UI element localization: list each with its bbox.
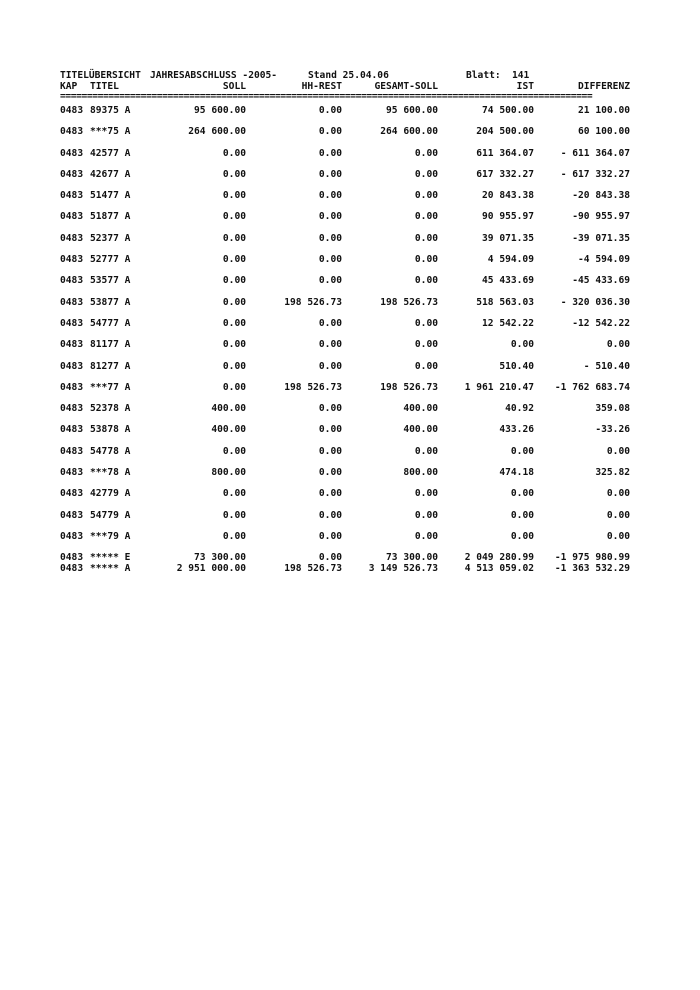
cell-kap: 0483 [60, 339, 84, 351]
cell-gesamt-soll: 0.00 [414, 254, 438, 266]
table-row [60, 105, 632, 126]
cell-differenz: -1 363 532.29 [554, 563, 630, 575]
cell-gesamt-soll: 198 526.73 [380, 381, 438, 393]
cell-soll: 0.00 [222, 275, 246, 287]
cell-ist: 0.00 [510, 339, 534, 351]
cell-soll: 2 951 000.00 [176, 563, 246, 575]
cell-ist: 12 542.22 [482, 317, 534, 329]
totals-row [60, 563, 632, 574]
cell-hh-rest: 0.00 [318, 403, 342, 415]
header-rule: =================================================================================================== [60, 92, 593, 102]
cell-differenz: 21 100.00 [578, 105, 630, 116]
cell-differenz: 359.08 [595, 403, 630, 415]
cell-kap: 0483 [60, 509, 84, 521]
cell-kap: 0483 [60, 190, 84, 202]
col-header-soll: SOLL [222, 81, 246, 92]
cell-gesamt-soll: 0.00 [414, 190, 438, 202]
table-row [60, 488, 632, 509]
cell-hh-rest: 0.00 [318, 467, 342, 479]
sheet-number: 141 [512, 70, 530, 81]
cell-soll: 0.00 [222, 445, 246, 457]
cell-soll: 264 600.00 [188, 126, 246, 138]
cell-titel: 52377 A [90, 232, 131, 244]
cell-hh-rest: 198 526.73 [284, 563, 342, 575]
cell-gesamt-soll: 400.00 [403, 424, 438, 436]
cell-titel: 52378 A [90, 403, 131, 415]
table-row [60, 403, 632, 424]
cell-hh-rest: 0.00 [318, 211, 342, 223]
table-row [60, 382, 632, 403]
cell-soll: 0.00 [222, 190, 246, 202]
cell-soll: 0.00 [222, 168, 246, 180]
cell-differenz: -1 762 683.74 [554, 381, 630, 393]
cell-kap: 0483 [60, 445, 84, 457]
cell-kap: 0483 [60, 563, 84, 575]
cell-ist: 0.00 [510, 530, 534, 542]
cell-differenz: - 611 364.07 [560, 147, 630, 159]
cell-kap: 0483 [60, 168, 84, 180]
cell-gesamt-soll: 0.00 [414, 211, 438, 223]
table-row [60, 254, 632, 275]
cell-ist: 510.40 [499, 360, 534, 372]
table-row [60, 510, 632, 531]
cell-ist: 90 955.97 [482, 211, 534, 223]
cell-titel: ***78 A [90, 467, 131, 479]
cell-differenz: 0.00 [606, 509, 630, 521]
cell-hh-rest: 0.00 [318, 254, 342, 266]
sheet-label: Blatt: [466, 70, 501, 81]
cell-hh-rest: 0.00 [318, 424, 342, 436]
cell-differenz: -12 542.22 [572, 317, 630, 329]
cell-hh-rest: 0.00 [318, 488, 342, 500]
cell-soll: 0.00 [222, 211, 246, 223]
cell-soll: 800.00 [211, 467, 246, 479]
cell-soll: 95 600.00 [194, 105, 246, 116]
cell-gesamt-soll: 73 300.00 [386, 552, 438, 564]
cell-soll: 400.00 [211, 403, 246, 415]
cell-gesamt-soll: 0.00 [414, 509, 438, 521]
cell-hh-rest: 0.00 [318, 530, 342, 542]
cell-hh-rest: 198 526.73 [284, 296, 342, 308]
cell-soll: 0.00 [222, 339, 246, 351]
cell-titel: 52777 A [90, 254, 131, 266]
cell-differenz: - 617 332.27 [560, 168, 630, 180]
report-title: TITELÜBERSICHT [60, 70, 141, 81]
table-row [60, 339, 632, 360]
cell-titel: 53878 A [90, 424, 131, 436]
cell-hh-rest: 0.00 [318, 190, 342, 202]
cell-hh-rest: 0.00 [318, 552, 342, 564]
cell-kap: 0483 [60, 254, 84, 266]
cell-hh-rest: 0.00 [318, 509, 342, 521]
cell-titel: 42577 A [90, 147, 131, 159]
cell-ist: 4 513 059.02 [464, 563, 534, 575]
cell-titel: ***75 A [90, 126, 131, 138]
cell-ist: 0.00 [510, 509, 534, 521]
cell-kap: 0483 [60, 296, 84, 308]
col-header-ist: IST [516, 81, 534, 92]
cell-ist: 518 563.03 [476, 296, 534, 308]
cell-ist: 1 961 210.47 [464, 381, 534, 393]
table-row [60, 275, 632, 296]
cell-gesamt-soll: 0.00 [414, 445, 438, 457]
cell-soll: 0.00 [222, 381, 246, 393]
cell-ist: 474.18 [499, 467, 534, 479]
report-sheet [60, 70, 632, 574]
cell-soll: 0.00 [222, 488, 246, 500]
table-row [60, 297, 632, 318]
col-header-differenz: DIFFERENZ [578, 81, 630, 92]
cell-titel: 53877 A [90, 296, 131, 308]
cell-gesamt-soll: 0.00 [414, 275, 438, 287]
cell-differenz: -4 594.09 [578, 254, 630, 266]
cell-differenz: -45 433.69 [572, 275, 630, 287]
cell-gesamt-soll: 400.00 [403, 403, 438, 415]
cell-hh-rest: 0.00 [318, 275, 342, 287]
col-header-gesamt-soll: GESAMT-SOLL [374, 81, 438, 92]
cell-kap: 0483 [60, 467, 84, 479]
cell-soll: 73 300.00 [194, 552, 246, 564]
table-row [60, 148, 632, 169]
cell-titel: ***79 A [90, 530, 131, 542]
table-row [60, 531, 632, 552]
cell-gesamt-soll: 0.00 [414, 530, 438, 542]
cell-titel: ***** A [90, 563, 131, 575]
cell-differenz: -20 843.38 [572, 190, 630, 202]
cell-ist: 0.00 [510, 488, 534, 500]
cell-titel: ***77 A [90, 381, 131, 393]
cell-kap: 0483 [60, 530, 84, 542]
cell-hh-rest: 0.00 [318, 168, 342, 180]
cell-soll: 0.00 [222, 296, 246, 308]
cell-gesamt-soll: 0.00 [414, 317, 438, 329]
cell-differenz: 0.00 [606, 445, 630, 457]
cell-differenz: 0.00 [606, 530, 630, 542]
cell-ist: 45 433.69 [482, 275, 534, 287]
cell-kap: 0483 [60, 147, 84, 159]
cell-gesamt-soll: 0.00 [414, 488, 438, 500]
cell-soll: 0.00 [222, 317, 246, 329]
totals-row [60, 552, 632, 563]
cell-differenz: 325.82 [595, 467, 630, 479]
cell-kap: 0483 [60, 488, 84, 500]
cell-gesamt-soll: 0.00 [414, 360, 438, 372]
table-row [60, 126, 632, 147]
cell-titel: 42677 A [90, 168, 131, 180]
cell-kap: 0483 [60, 105, 84, 116]
cell-differenz: - 510.40 [583, 360, 630, 372]
table-totals [60, 552, 632, 574]
table-row [60, 467, 632, 488]
cell-hh-rest: 198 526.73 [284, 381, 342, 393]
table-row [60, 190, 632, 211]
cell-hh-rest: 0.00 [318, 339, 342, 351]
cell-ist: 2 049 280.99 [464, 552, 534, 564]
cell-ist: 4 594.09 [487, 254, 534, 266]
cell-gesamt-soll: 95 600.00 [386, 105, 438, 116]
cell-ist: 20 843.38 [482, 190, 534, 202]
cell-differenz: 60 100.00 [578, 126, 630, 138]
cell-kap: 0483 [60, 552, 84, 564]
cell-soll: 0.00 [222, 147, 246, 159]
table-row [60, 233, 632, 254]
column-headers [60, 81, 632, 92]
cell-soll: 0.00 [222, 254, 246, 266]
cell-titel: 42779 A [90, 488, 131, 500]
cell-titel: 53577 A [90, 275, 131, 287]
cell-differenz: 0.00 [606, 339, 630, 351]
cell-ist: 39 071.35 [482, 232, 534, 244]
cell-titel: 51477 A [90, 190, 131, 202]
cell-ist: 204 500.00 [476, 126, 534, 138]
table-body [60, 105, 632, 552]
cell-hh-rest: 0.00 [318, 147, 342, 159]
cell-kap: 0483 [60, 360, 84, 372]
cell-titel: 51877 A [90, 211, 131, 223]
cell-kap: 0483 [60, 232, 84, 244]
cell-kap: 0483 [60, 275, 84, 287]
cell-hh-rest: 0.00 [318, 360, 342, 372]
cell-titel: 54779 A [90, 509, 131, 521]
cell-differenz: -39 071.35 [572, 232, 630, 244]
cell-soll: 0.00 [222, 509, 246, 521]
cell-ist: 433.26 [499, 424, 534, 436]
col-header-hh-rest: HH-REST [301, 81, 342, 92]
table-row [60, 424, 632, 445]
cell-gesamt-soll: 3 149 526.73 [368, 563, 438, 575]
cell-ist: 617 332.27 [476, 168, 534, 180]
col-header-titel: TITEL [90, 81, 119, 92]
cell-differenz: -1 975 980.99 [554, 552, 630, 564]
cell-differenz: 0.00 [606, 488, 630, 500]
cell-titel: 81277 A [90, 360, 131, 372]
cell-hh-rest: 0.00 [318, 105, 342, 116]
cell-titel: 54778 A [90, 445, 131, 457]
col-header-kap: KAP [60, 81, 78, 92]
cell-hh-rest: 0.00 [318, 126, 342, 138]
cell-ist: 0.00 [510, 445, 534, 457]
cell-soll: 400.00 [211, 424, 246, 436]
cell-differenz: - 320 036.30 [560, 296, 630, 308]
report-date: Stand 25.04.06 [308, 70, 389, 81]
cell-gesamt-soll: 0.00 [414, 147, 438, 159]
table-row [60, 361, 632, 382]
cell-kap: 0483 [60, 126, 84, 138]
cell-differenz: -90 955.97 [572, 211, 630, 223]
cell-titel: ***** E [90, 552, 131, 564]
cell-ist: 74 500.00 [482, 105, 534, 116]
cell-gesamt-soll: 0.00 [414, 168, 438, 180]
cell-ist: 611 364.07 [476, 147, 534, 159]
cell-ist: 40.92 [505, 403, 534, 415]
cell-titel: 81177 A [90, 339, 131, 351]
cell-soll: 0.00 [222, 232, 246, 244]
table-row [60, 318, 632, 339]
cell-gesamt-soll: 264 600.00 [380, 126, 438, 138]
table-row [60, 211, 632, 232]
report-subtitle: JAHRESABSCHLUSS -2005- [150, 70, 278, 81]
cell-soll: 0.00 [222, 360, 246, 372]
cell-gesamt-soll: 198 526.73 [380, 296, 438, 308]
cell-differenz: -33.26 [595, 424, 630, 436]
cell-soll: 0.00 [222, 530, 246, 542]
cell-titel: 54777 A [90, 317, 131, 329]
report-header-line-1 [60, 70, 632, 81]
cell-kap: 0483 [60, 424, 84, 436]
cell-hh-rest: 0.00 [318, 232, 342, 244]
cell-gesamt-soll: 800.00 [403, 467, 438, 479]
table-row [60, 446, 632, 467]
cell-kap: 0483 [60, 403, 84, 415]
cell-hh-rest: 0.00 [318, 317, 342, 329]
cell-gesamt-soll: 0.00 [414, 339, 438, 351]
cell-gesamt-soll: 0.00 [414, 232, 438, 244]
cell-titel: 89375 A [90, 105, 131, 116]
cell-kap: 0483 [60, 211, 84, 223]
cell-hh-rest: 0.00 [318, 445, 342, 457]
cell-kap: 0483 [60, 317, 84, 329]
cell-kap: 0483 [60, 381, 84, 393]
table-row [60, 169, 632, 190]
